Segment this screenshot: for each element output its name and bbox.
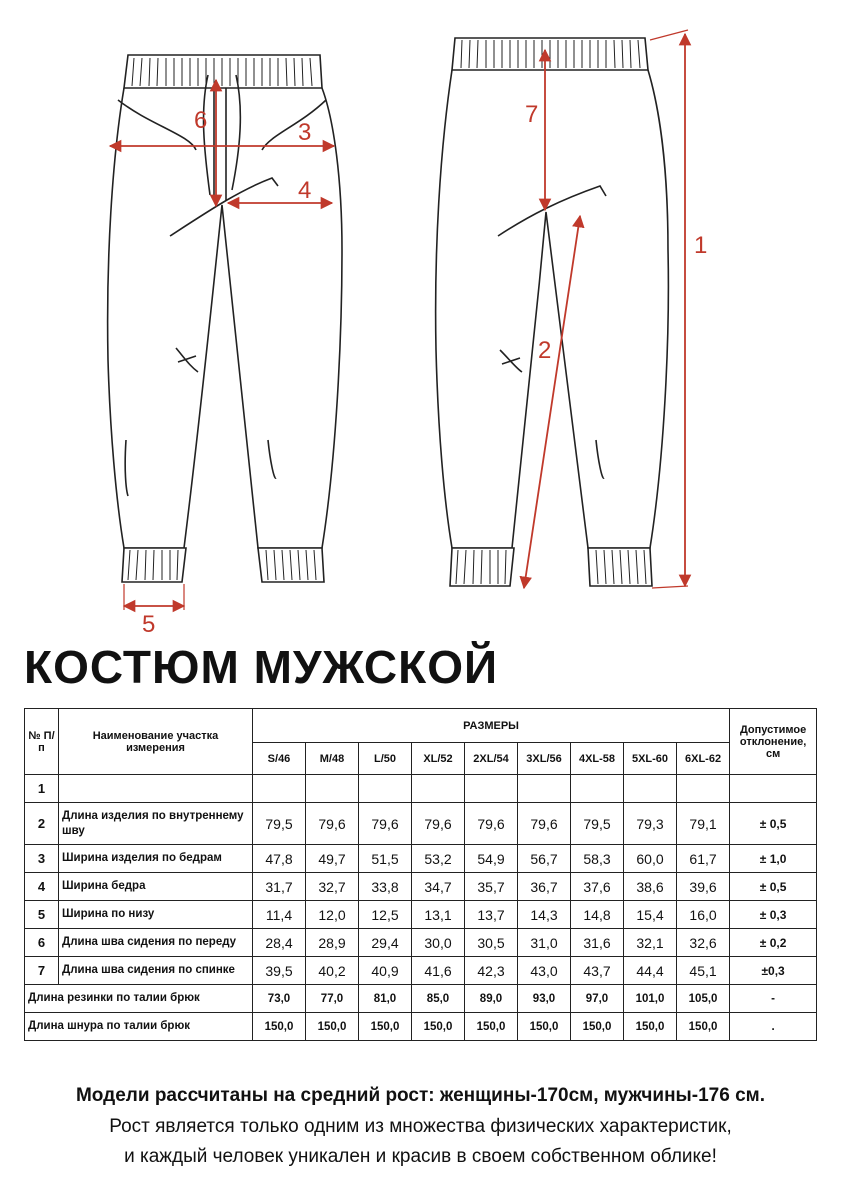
size-value: 39,5: [253, 957, 306, 985]
size-value: 38,6: [624, 873, 677, 901]
measurement-name: Длина шнура по талии брюк: [25, 1013, 253, 1041]
row-number: 2: [25, 803, 59, 845]
size-value: 42,3: [465, 957, 518, 985]
footer-line-2: Рост является только одним из множества физических характеристик,: [109, 1116, 732, 1137]
size-value: 13,1: [412, 901, 465, 929]
size-value: 11,4: [253, 901, 306, 929]
size-value: 77,0: [306, 985, 359, 1013]
size-value: 150,0: [677, 1013, 730, 1041]
size-value: 32,1: [624, 929, 677, 957]
size-value: 36,7: [518, 873, 571, 901]
table-row: [25, 901, 817, 929]
size-value: 89,0: [465, 985, 518, 1013]
size-value: 29,4: [359, 929, 412, 957]
measurement-name: Ширина по низу: [59, 901, 253, 929]
header-sizes: РАЗМЕРЫ: [253, 709, 730, 743]
size-value: 47,8: [253, 845, 306, 873]
size-value: [359, 775, 412, 803]
size-value: [571, 775, 624, 803]
size-value: 150,0: [306, 1013, 359, 1041]
size-value: 15,4: [624, 901, 677, 929]
size-header: L/50: [359, 743, 412, 775]
row-number: 6: [25, 929, 59, 957]
size-value: 93,0: [518, 985, 571, 1013]
label-7: 7: [525, 101, 539, 128]
size-value: 79,5: [253, 803, 306, 845]
tolerance-value: [730, 775, 817, 803]
size-value: 43,7: [571, 957, 624, 985]
size-value: 30,0: [412, 929, 465, 957]
row-number: 7: [25, 957, 59, 985]
size-value: 105,0: [677, 985, 730, 1013]
size-value: 12,5: [359, 901, 412, 929]
size-value: 53,2: [412, 845, 465, 873]
size-value: 79,6: [306, 803, 359, 845]
tolerance-value: ±0,3: [730, 957, 817, 985]
size-value: 32,6: [677, 929, 730, 957]
size-table: [24, 708, 817, 1041]
size-value: 56,7: [518, 845, 571, 873]
table-row: [25, 985, 817, 1013]
size-value: 40,9: [359, 957, 412, 985]
size-header: 4XL-58: [571, 743, 624, 775]
size-value: 12,0: [306, 901, 359, 929]
size-value: [677, 775, 730, 803]
measurement-name: Длина шва сидения по спинке: [59, 957, 253, 985]
size-value: [306, 775, 359, 803]
tolerance-value: .: [730, 1013, 817, 1041]
size-value: 31,7: [253, 873, 306, 901]
tolerance-value: ± 0,3: [730, 901, 817, 929]
page-title: КОСТЮМ МУЖСКОЙ: [24, 641, 499, 693]
size-value: 101,0: [624, 985, 677, 1013]
label-4: 4: [298, 177, 312, 204]
size-header: 2XL/54: [465, 743, 518, 775]
table-row: [25, 929, 817, 957]
size-value: 28,9: [306, 929, 359, 957]
size-value: 60,0: [624, 845, 677, 873]
footer-line-1: Модели рассчитаны на средний рост: женщины-170см, мужчины-176 см.: [75, 1085, 765, 1106]
size-value: 150,0: [571, 1013, 624, 1041]
row-number: 3: [25, 845, 59, 873]
size-value: 44,4: [624, 957, 677, 985]
size-value: 79,5: [571, 803, 624, 845]
size-value: 150,0: [253, 1013, 306, 1041]
size-value: 150,0: [359, 1013, 412, 1041]
size-value: 39,6: [677, 873, 730, 901]
size-value: 32,7: [306, 873, 359, 901]
size-value: 61,7: [677, 845, 730, 873]
tolerance-value: ± 0,5: [730, 803, 817, 845]
header-tolerance: Допустимое отклонение, см: [730, 709, 817, 775]
size-value: 37,6: [571, 873, 624, 901]
measurement-name: Длина резинки по талии брюк: [25, 985, 253, 1013]
table-row: [25, 803, 817, 845]
row-number: 1: [25, 775, 59, 803]
size-header: S/46: [253, 743, 306, 775]
table-row: [25, 873, 817, 901]
size-value: [465, 775, 518, 803]
size-value: 58,3: [571, 845, 624, 873]
size-value: [518, 775, 571, 803]
size-value: [253, 775, 306, 803]
size-value: 79,6: [465, 803, 518, 845]
size-value: 79,3: [624, 803, 677, 845]
size-value: 79,6: [518, 803, 571, 845]
size-header: XL/52: [412, 743, 465, 775]
size-header: 5XL-60: [624, 743, 677, 775]
size-header: M/48: [306, 743, 359, 775]
tolerance-value: ± 0,2: [730, 929, 817, 957]
label-1: 1: [694, 232, 708, 259]
size-value: 150,0: [412, 1013, 465, 1041]
row-number: 5: [25, 901, 59, 929]
size-value: 79,6: [359, 803, 412, 845]
back-view-trousers: [436, 38, 669, 586]
size-value: 45,1: [677, 957, 730, 985]
tolerance-value: ± 0,5: [730, 873, 817, 901]
size-value: 16,0: [677, 901, 730, 929]
size-value: 14,3: [518, 901, 571, 929]
label-5: 5: [142, 611, 156, 638]
row-number: 4: [25, 873, 59, 901]
size-value: 81,0: [359, 985, 412, 1013]
size-value: 49,7: [306, 845, 359, 873]
size-value: 28,4: [253, 929, 306, 957]
size-value: 41,6: [412, 957, 465, 985]
table-row: [25, 845, 817, 873]
size-value: [624, 775, 677, 803]
header-measurement-name: Наименование участка измерения: [59, 709, 253, 775]
table-row: [25, 775, 817, 803]
arrow-2: [524, 216, 580, 588]
size-value: 85,0: [412, 985, 465, 1013]
measurement-name: Ширина бедра: [59, 873, 253, 901]
size-value: 31,6: [571, 929, 624, 957]
size-value: 150,0: [624, 1013, 677, 1041]
size-value: 150,0: [465, 1013, 518, 1041]
size-value: 31,0: [518, 929, 571, 957]
size-value: 150,0: [518, 1013, 571, 1041]
size-value: 40,2: [306, 957, 359, 985]
measurement-name: [59, 775, 253, 803]
size-value: 54,9: [465, 845, 518, 873]
size-value: 51,5: [359, 845, 412, 873]
tolerance-value: ± 1,0: [730, 845, 817, 873]
size-value: [412, 775, 465, 803]
size-value: 43,0: [518, 957, 571, 985]
size-value: 79,1: [677, 803, 730, 845]
size-value: 34,7: [412, 873, 465, 901]
size-header: 3XL/56: [518, 743, 571, 775]
size-value: 79,6: [412, 803, 465, 845]
size-value: 33,8: [359, 873, 412, 901]
table-row: [25, 957, 817, 985]
footer-line-3: и каждый человек уникален и красив в своем собственном облике!: [124, 1146, 717, 1167]
size-value: 73,0: [253, 985, 306, 1013]
measurement-name: Ширина изделия по бедрам: [59, 845, 253, 873]
measurement-name: Длина изделия по внутреннему шву: [59, 803, 253, 845]
size-value: 13,7: [465, 901, 518, 929]
size-header: 6XL-62: [677, 743, 730, 775]
table-row: [25, 1013, 817, 1041]
tolerance-value: -: [730, 985, 817, 1013]
size-value: 30,5: [465, 929, 518, 957]
header-number: № П/п: [25, 709, 59, 775]
measurement-name: Длина шва сидения по переду: [59, 929, 253, 957]
size-value: 35,7: [465, 873, 518, 901]
label-6: 6: [194, 107, 208, 134]
size-value: 14,8: [571, 901, 624, 929]
label-2: 2: [538, 337, 552, 364]
size-value: 97,0: [571, 985, 624, 1013]
label-3: 3: [298, 119, 312, 146]
